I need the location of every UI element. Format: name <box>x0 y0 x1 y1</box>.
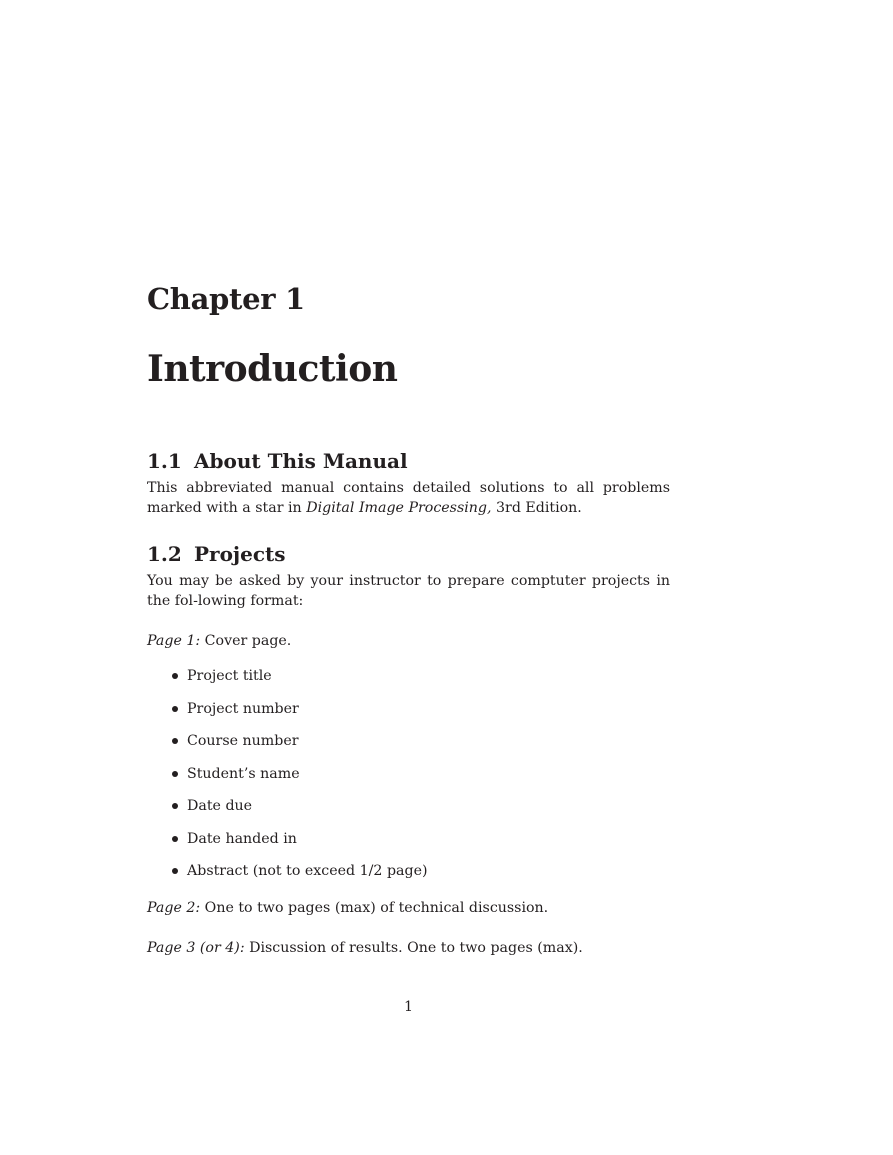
section-title: Projects <box>194 542 286 566</box>
page3-label: Page 3 (or 4): <box>147 940 245 956</box>
chapter-label: Chapter 1 <box>147 282 305 316</box>
bullet-icon <box>172 836 178 842</box>
page3-line <box>147 938 583 958</box>
list-item: Abstract (not to exceed 1/2 page) <box>147 861 428 894</box>
list-item: Project title <box>147 666 428 699</box>
page1-text: Cover page. <box>200 633 292 649</box>
list-item: Date due <box>147 796 428 829</box>
page-number: 1 <box>403 999 414 1015</box>
bullet-icon <box>172 673 178 679</box>
section-number: 1.1 <box>147 449 182 473</box>
bullet-icon <box>172 706 178 712</box>
bullet-icon <box>172 868 178 874</box>
section-body-projects: You may be asked by your instructor to prepare comptuter projects in the fol-lowing format: <box>147 573 670 609</box>
list-item: Project number <box>147 699 428 732</box>
section-number: 1.2 <box>147 542 182 566</box>
list-item: Course number <box>147 731 428 764</box>
body-text-end: 3rd Edition. <box>491 500 582 516</box>
bullet-icon <box>172 771 178 777</box>
page1-line <box>147 631 291 651</box>
page2-label: Page 2: <box>147 900 201 916</box>
section-body-about <box>147 478 670 518</box>
cover-page-list <box>147 666 428 894</box>
bullet-icon <box>172 803 178 809</box>
list-item: Date handed in <box>147 829 428 862</box>
page2-line <box>147 898 548 918</box>
section-heading-about <box>147 449 408 473</box>
page3-text: Discussion of results. One to two pages (max). <box>244 940 583 956</box>
page1-label: Page 1: <box>147 633 201 649</box>
bullet-icon <box>172 738 178 744</box>
body-text: This abbreviated manual contains detailed solutions to all problems marked with a star in <box>147 480 670 516</box>
list-item: Student’s name <box>147 764 428 797</box>
page2-text: One to two pages (max) of technical discussion. <box>200 900 549 916</box>
section-heading-projects <box>147 542 286 566</box>
chapter-title: Introduction <box>147 348 398 390</box>
book-title: Digital Image Processing, <box>306 500 492 516</box>
section-title: About This Manual <box>194 449 408 473</box>
